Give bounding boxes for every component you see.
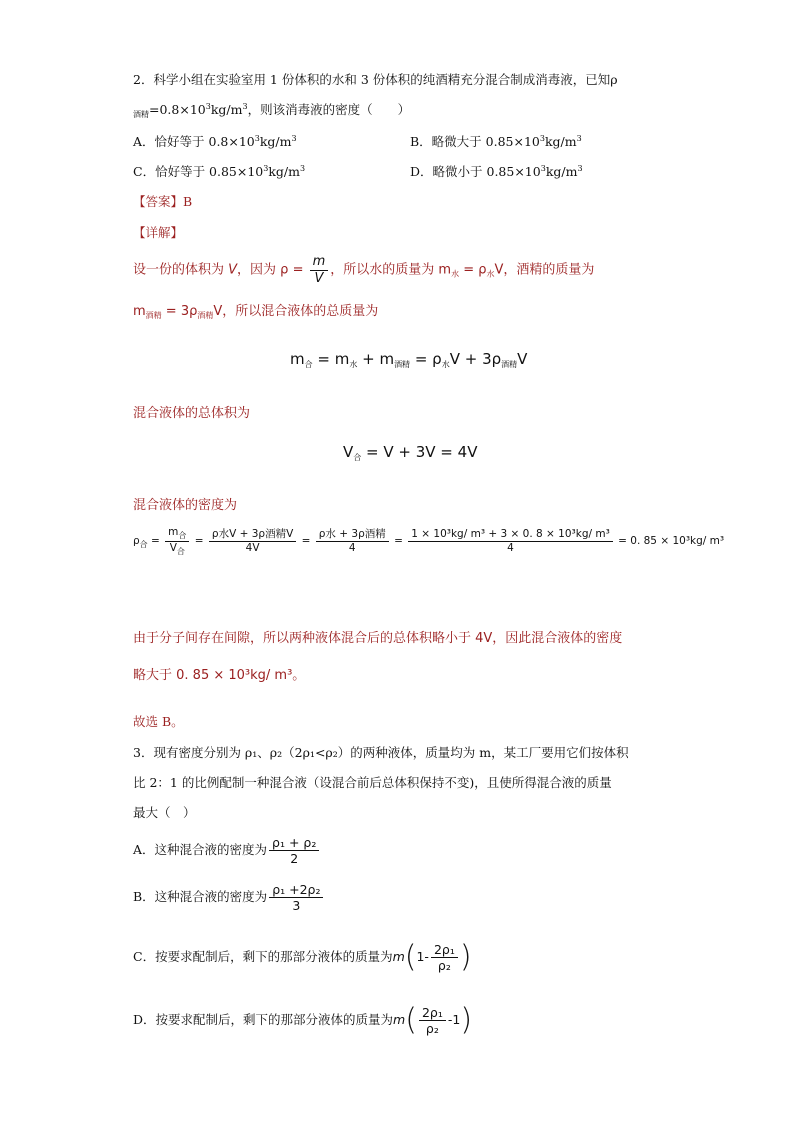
total-volume-label: 混合液体的总体积为 bbox=[133, 406, 251, 421]
density-fraction-2: $\frac{\text{ρ水V + 3ρ酒精V}}{4V}$ bbox=[209, 528, 296, 554]
q3-option-b-fraction: $\frac{\text{ρ₁ +2ρ₂}}{3}$ bbox=[269, 882, 323, 913]
left-paren-icon: ( bbox=[404, 939, 417, 975]
q2-stem-line1: 2．科学小组在实验室用 1 份体积的水和 3 份体积的纯酒精充分混合制成消毒液，已知ρ bbox=[133, 72, 618, 87]
total-mass-equation: $m_合 = m_水 + m_{酒精} = \rho_水V + 3\rho_{酒精}V$ bbox=[290, 350, 528, 369]
detail-heading: 【详解】 bbox=[133, 225, 184, 240]
q3-option-d: D．按要求配制后，剩下的那部分液体的质量为m( $\frac{\text{2ρ₁}}{\text{ρ₂}}$ -1) bbox=[133, 1002, 473, 1038]
explanation-line1: 设一份的体积为 V，因为 ρ = $\frac{m}{V}$ ，所以水的质量为 $m_水 = \rho_水V$，酒精的质量为 bbox=[133, 254, 595, 286]
q3-option-b: B．这种混合液的密度为 $\frac{\text{ρ₁ +2ρ₂}}{3}$ bbox=[133, 882, 325, 913]
right-paren-icon: ) bbox=[460, 1002, 473, 1038]
q3-option-d-fraction: $\frac{\text{2ρ₁}}{\text{ρ₂}}$ bbox=[419, 1005, 446, 1036]
q3-option-a-fraction: $\frac{\text{ρ₁ + ρ₂}}{2}$ bbox=[269, 835, 319, 866]
q3-stem-line1: 3．现有密度分别为 ρ₁、ρ₂（2ρ₁<ρ₂）的两种液体，质量均为 m，某工厂要用它们按体积 bbox=[133, 745, 629, 760]
answer-label: 【答案】B bbox=[133, 194, 193, 209]
q2-option-d: D．略微小于 $0.85\times 10^3kg/m^3$ bbox=[410, 164, 583, 179]
right-paren-icon: ) bbox=[459, 939, 472, 975]
total-volume-equation: $V_合 = V + 3V = 4V$ bbox=[343, 443, 478, 462]
q3-option-a: A．这种混合液的密度为 $\frac{\text{ρ₁ + ρ₂}}{2}$ bbox=[133, 835, 321, 866]
q3-option-c: C．按要求配制后，剩下的那部分液体的质量为m(1- $\frac{\text{2ρ₁}}{\text{ρ₂}}$ ) bbox=[133, 939, 472, 975]
density-fraction-3: $\frac{\text{ρ水 + 3ρ酒精}}{4}$ bbox=[316, 528, 389, 554]
density-label: 混合液体的密度为 bbox=[133, 498, 238, 513]
conclusion-line1: 由于分子间存在间隙，所以两种液体混合后的总体积略小于 4V，因此混合液体的密度 bbox=[133, 631, 623, 646]
conclusion-line2: 略大于 0. 85 × 10³kg/ m³。 bbox=[133, 668, 306, 683]
q2-option-c: C．恰好等于 $0.85\times 10^3kg/m^3$ bbox=[133, 164, 306, 179]
q3-stem-line3: 最大（ ） bbox=[133, 805, 196, 820]
choice-line: 故选 B。 bbox=[133, 714, 184, 729]
density-fraction-1: $\frac{m_合}{V_合}$ bbox=[165, 526, 189, 556]
density-fraction: $\frac{m}{V}$ bbox=[310, 254, 329, 286]
q2-stem-line2: $_{酒精}=0.8\times 10^3kg/m^3$，则该消毒液的密度（ ） bbox=[133, 102, 411, 119]
q2-option-a: A．恰好等于 $0.8\times 10^3kg/m^3$ bbox=[133, 134, 297, 149]
q3-stem-line2: 比 2：1 的比例配制一种混合液（设混合前后总体积保持不变)，且使所得混合液的质量 bbox=[133, 775, 612, 790]
density-fraction-4: $\frac{\text{1 × 10³kg/ m³ + 3 × 0. 8 × 10³kg/ m³}}{4}$ bbox=[408, 528, 613, 554]
density-equation: $\rho_合$ = $\frac{m_合}{V_合}$ = $\frac{\text{ρ水V + 3ρ酒精V}}{4V}$ = $\frac{\text{ρ水 + 3ρ酒精}}{4}$ = $\frac{\text{1 × 10³kg/ m³ + 3 × 0. 8 × 10³kg/ m³}}{4}$ = 0. 85 × 10³kg/ m³ bbox=[133, 526, 725, 556]
left-paren-icon: ( bbox=[405, 1002, 417, 1038]
q3-option-c-fraction: $\frac{\text{2ρ₁}}{\text{ρ₂}}$ bbox=[431, 942, 458, 973]
explanation-line2: $m_{酒精} = 3\rho_{酒精}V$，所以混合液体的总质量为 bbox=[133, 304, 379, 320]
q2-option-b: B．略微大于 $0.85\times 10^3kg/m^3$ bbox=[410, 134, 582, 149]
